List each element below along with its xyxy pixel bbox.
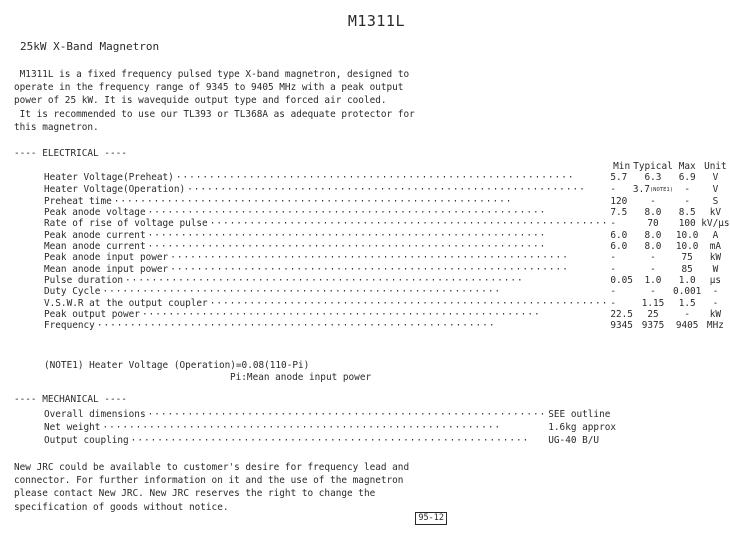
spec-max — [673, 298, 701, 309]
spec-param — [44, 218, 610, 229]
spec-min-value: 0.05 — [610, 274, 633, 286]
spec-min — [610, 218, 633, 229]
mech-value: 1.6kg approx — [548, 422, 616, 433]
spec-min-value: 5.7 — [610, 172, 628, 184]
spec-max — [673, 196, 701, 207]
spec-param-name: Mean anode input power — [44, 263, 169, 275]
spec-typical — [633, 252, 673, 263]
intro-paragraph: M1311L is a fixed frequency pulsed type X-band magnetron, designed to operate in the frequency range of 9345 to 9405 MHz with a peak output power of 25 kW. It is wavequide output type and forced air cooled. It is recommended to use our TL393 or TL368A as adequate protector for this magnetron. — [14, 69, 415, 133]
spec-param — [44, 298, 610, 309]
spec-param-name: Peak anode current — [44, 229, 146, 241]
spec-unit-value: kV/µs — [701, 218, 730, 230]
mech-label-name: Output coupling — [44, 435, 129, 446]
spec-unit — [701, 196, 729, 207]
spec-typical — [633, 275, 673, 286]
spec-max — [673, 207, 701, 218]
mech-label — [44, 434, 548, 447]
spec-param — [44, 286, 610, 297]
spec-unit — [701, 230, 729, 241]
dot-leader: ···························································· — [147, 229, 547, 241]
spec-typical — [633, 309, 673, 320]
spec-unit-value: - — [712, 297, 719, 309]
spec-min — [610, 252, 633, 263]
spec-max-value: - — [684, 195, 690, 207]
spec-typical-value: 70 — [647, 218, 659, 230]
spec-max — [673, 264, 701, 275]
dot-leader: ···························································· — [96, 320, 496, 332]
spec-unit-value: V — [712, 184, 719, 196]
dot-leader: ···························································· — [209, 218, 609, 230]
note1: (NOTE1) Heater Voltage (Operation)=0.08(110-Pi) — [44, 360, 310, 371]
spec-min-value: 6.0 — [610, 229, 628, 241]
spec-param — [44, 196, 610, 207]
spec-param-name: Pulse duration — [44, 274, 124, 286]
dot-leader: ···························································· — [147, 409, 547, 420]
spec-unit-value: mA — [709, 241, 722, 253]
spec-min — [610, 286, 633, 297]
spec-min — [610, 264, 633, 275]
dot-leader: ···························································· — [175, 172, 575, 184]
spec-param-name: Preheat time — [44, 195, 112, 207]
spec-typical — [633, 184, 673, 196]
spec-max-value: 8.5 — [678, 207, 696, 219]
dot-leader: ···························································· — [147, 207, 547, 219]
spec-row — [44, 218, 730, 229]
spec-min — [610, 207, 633, 218]
spec-typical-value: - — [650, 286, 656, 298]
spec-max — [673, 172, 701, 183]
dot-leader: ···························································· — [170, 263, 569, 275]
mech-label — [44, 421, 548, 434]
spec-param — [44, 241, 610, 252]
spec-min — [610, 184, 633, 196]
spec-max-value: 1.5 — [678, 297, 696, 309]
dot-leader: ···························································· — [125, 274, 524, 286]
spec-unit-value: A — [712, 229, 719, 241]
spec-unit-value: V — [712, 172, 719, 184]
spec-param-name: Peak anode voltage — [44, 207, 146, 219]
spec-typical — [633, 286, 673, 297]
spec-param-name: Rate of rise of voltage pulse — [44, 218, 208, 230]
spec-row — [44, 309, 730, 320]
spec-header-row — [44, 161, 730, 172]
electrical-heading: ---- ELECTRICAL ---- — [14, 148, 127, 159]
mech-row — [44, 421, 616, 434]
spec-max — [673, 275, 701, 286]
spec-row — [44, 275, 730, 286]
spec-param — [44, 309, 610, 320]
spec-typical-value: 1.15 — [641, 297, 665, 309]
spec-max-value: 0.001 — [673, 286, 702, 298]
spec-typical-value: 8.0 — [644, 241, 662, 253]
spec-row — [44, 252, 730, 263]
spec-max-value: - — [684, 308, 690, 320]
spec-min — [610, 275, 633, 286]
spec-param-name: Duty Cycle — [44, 286, 101, 298]
mech-value: UG-40 B/U — [548, 435, 600, 446]
spec-min — [610, 230, 633, 241]
product-subtitle: 25kW X-Band Magnetron — [20, 40, 160, 53]
spec-max — [673, 218, 701, 229]
spec-max — [673, 286, 701, 297]
spec-max-value: 10.0 — [675, 229, 699, 241]
spec-unit-value: - — [712, 286, 719, 298]
spec-row — [44, 320, 730, 331]
spec-unit-value: kV — [709, 207, 722, 219]
spec-max-value: 75 — [681, 252, 693, 264]
spec-max-value: - — [684, 184, 690, 196]
spec-min — [610, 298, 633, 309]
spec-min — [610, 241, 633, 252]
spec-max-value: 1.0 — [678, 274, 696, 286]
spec-typical-value: - — [650, 195, 656, 207]
spec-param-name: Heater Voltage(Preheat) — [44, 172, 174, 184]
spec-unit-value: µs — [709, 274, 722, 286]
mech-row — [44, 408, 616, 421]
spec-unit-value: kW — [709, 252, 722, 264]
spec-unit-value: S — [712, 195, 719, 207]
spec-row — [44, 196, 730, 207]
spec-typical — [633, 264, 673, 275]
spec-row — [44, 230, 730, 241]
spec-unit — [701, 298, 729, 309]
electrical-spec-table — [44, 161, 730, 331]
spec-min-value: - — [610, 184, 616, 196]
header-unit: Unit — [704, 161, 727, 172]
spec-max-value: 6.9 — [678, 172, 696, 184]
spec-typical — [633, 241, 673, 252]
dot-leader: ···························································· — [209, 297, 609, 309]
spec-min-value: - — [610, 297, 616, 309]
mech-row — [44, 434, 616, 447]
spec-typical — [633, 207, 673, 218]
spec-unit — [701, 252, 729, 263]
spec-unit — [701, 264, 729, 275]
mech-body — [44, 408, 616, 447]
spec-row — [44, 298, 730, 309]
spec-min-value: 22.5 — [610, 308, 633, 320]
spec-param — [44, 207, 610, 218]
note2: Pi:Mean anode input power — [230, 372, 372, 383]
spec-unit-value: W — [712, 263, 719, 275]
spec-typical-value: 8.0 — [644, 207, 662, 219]
spec-param-name: V.S.W.R at the output coupler — [44, 297, 208, 309]
spec-typical-value: 3.7 — [632, 183, 650, 195]
spec-unit — [701, 172, 729, 183]
spec-typical — [633, 218, 673, 229]
spec-min-value: - — [610, 263, 616, 275]
header-typical: Typical — [633, 161, 673, 172]
dot-leader: ···························································· — [147, 241, 547, 253]
spec-typical — [633, 230, 673, 241]
spec-unit — [701, 184, 729, 196]
spec-unit — [701, 275, 729, 286]
spec-max — [673, 241, 701, 252]
spec-typical — [633, 196, 673, 207]
spec-min — [610, 196, 633, 207]
spec-unit — [701, 207, 729, 218]
spec-typical-value: 9375 — [641, 320, 665, 332]
spec-max-value: 10.0 — [675, 241, 699, 253]
spec-param — [44, 184, 610, 196]
spec-max — [673, 252, 701, 263]
spec-typical-value: 6.3 — [644, 172, 662, 184]
spec-unit — [701, 320, 729, 331]
spec-max-value: 9405 — [675, 320, 699, 332]
spec-max — [673, 230, 701, 241]
spec-param — [44, 230, 610, 241]
mechanical-spec-table — [44, 408, 616, 447]
spec-param — [44, 275, 610, 286]
spec-min — [610, 172, 633, 183]
spec-max — [673, 309, 701, 320]
spec-min-value: 9345 — [610, 320, 633, 332]
spec-unit — [701, 309, 729, 320]
spec-min — [610, 309, 633, 320]
spec-row — [44, 172, 730, 183]
spec-unit — [701, 241, 729, 252]
spec-typical — [633, 320, 673, 331]
spec-unit — [701, 218, 729, 229]
spec-unit — [701, 286, 729, 297]
spec-max-value: 100 — [678, 218, 696, 230]
spec-typical-value: 8.0 — [644, 229, 662, 241]
header-param — [44, 161, 610, 172]
document-code: 95-12 — [415, 512, 447, 525]
spec-min — [610, 320, 633, 331]
dot-leader: ···························································· — [102, 286, 502, 298]
spec-body — [44, 172, 730, 331]
spec-param-name: Peak output power — [44, 308, 140, 320]
dot-leader: ···························································· — [141, 308, 541, 320]
spec-param-name: Heater Voltage(Operation) — [44, 184, 186, 196]
spec-unit-value: kW — [709, 308, 722, 320]
spec-typical-value: - — [650, 252, 656, 264]
spec-row — [44, 184, 730, 196]
spec-row — [44, 286, 730, 297]
header-min: Min — [613, 161, 631, 172]
spec-unit-value: MHz — [706, 320, 724, 332]
spec-param — [44, 264, 610, 275]
spec-param — [44, 320, 610, 331]
model-number: M1311L — [347, 12, 405, 30]
spec-max — [673, 320, 701, 331]
spec-typical-value: 1.0 — [644, 274, 662, 286]
spec-max — [673, 184, 701, 196]
spec-typical-value: 25 — [647, 308, 659, 320]
mech-label — [44, 408, 548, 421]
spec-param-name: Mean anode current — [44, 241, 146, 253]
spec-row — [44, 264, 730, 275]
spec-typical-value: - — [650, 263, 656, 275]
mech-label-name: Overall dimensions — [44, 409, 146, 420]
mech-value: SEE outline — [548, 409, 611, 420]
mech-label-name: Net weight — [44, 422, 101, 433]
header-max: Max — [678, 161, 696, 172]
spec-max-value: 85 — [681, 263, 693, 275]
spec-typical — [633, 298, 673, 309]
dot-leader: ···························································· — [113, 195, 513, 207]
spec-min-value: - — [610, 252, 616, 264]
dot-leader: ···························································· — [130, 435, 530, 446]
dot-leader: ···························································· — [102, 422, 502, 433]
spec-min-value: - — [610, 286, 616, 298]
spec-row — [44, 207, 730, 218]
spec-min-value: 7.5 — [610, 207, 628, 219]
dot-leader: ···························································· — [170, 252, 569, 264]
spec-min-value: 120 — [610, 195, 628, 207]
spec-min-value: - — [610, 218, 616, 230]
closing-paragraph: New JRC could be available to customer's desire for frequency lead and connector. For further information on it and the use of the magnetron please contact New JRC. New JRC reserves the right to change the specification of goods without notice. — [14, 462, 410, 513]
mechanical-heading: ---- MECHANICAL ---- — [14, 394, 127, 405]
note-reference: (NOTE1) — [649, 186, 674, 193]
dot-leader: ···························································· — [187, 184, 586, 196]
spec-row — [44, 241, 730, 252]
spec-min-value: 6.0 — [610, 241, 628, 253]
spec-param-name: Peak anode input power — [44, 252, 169, 264]
spec-param — [44, 172, 610, 183]
spec-typical — [633, 172, 673, 183]
spec-param-name: Frequency — [44, 320, 95, 332]
spec-param — [44, 252, 610, 263]
